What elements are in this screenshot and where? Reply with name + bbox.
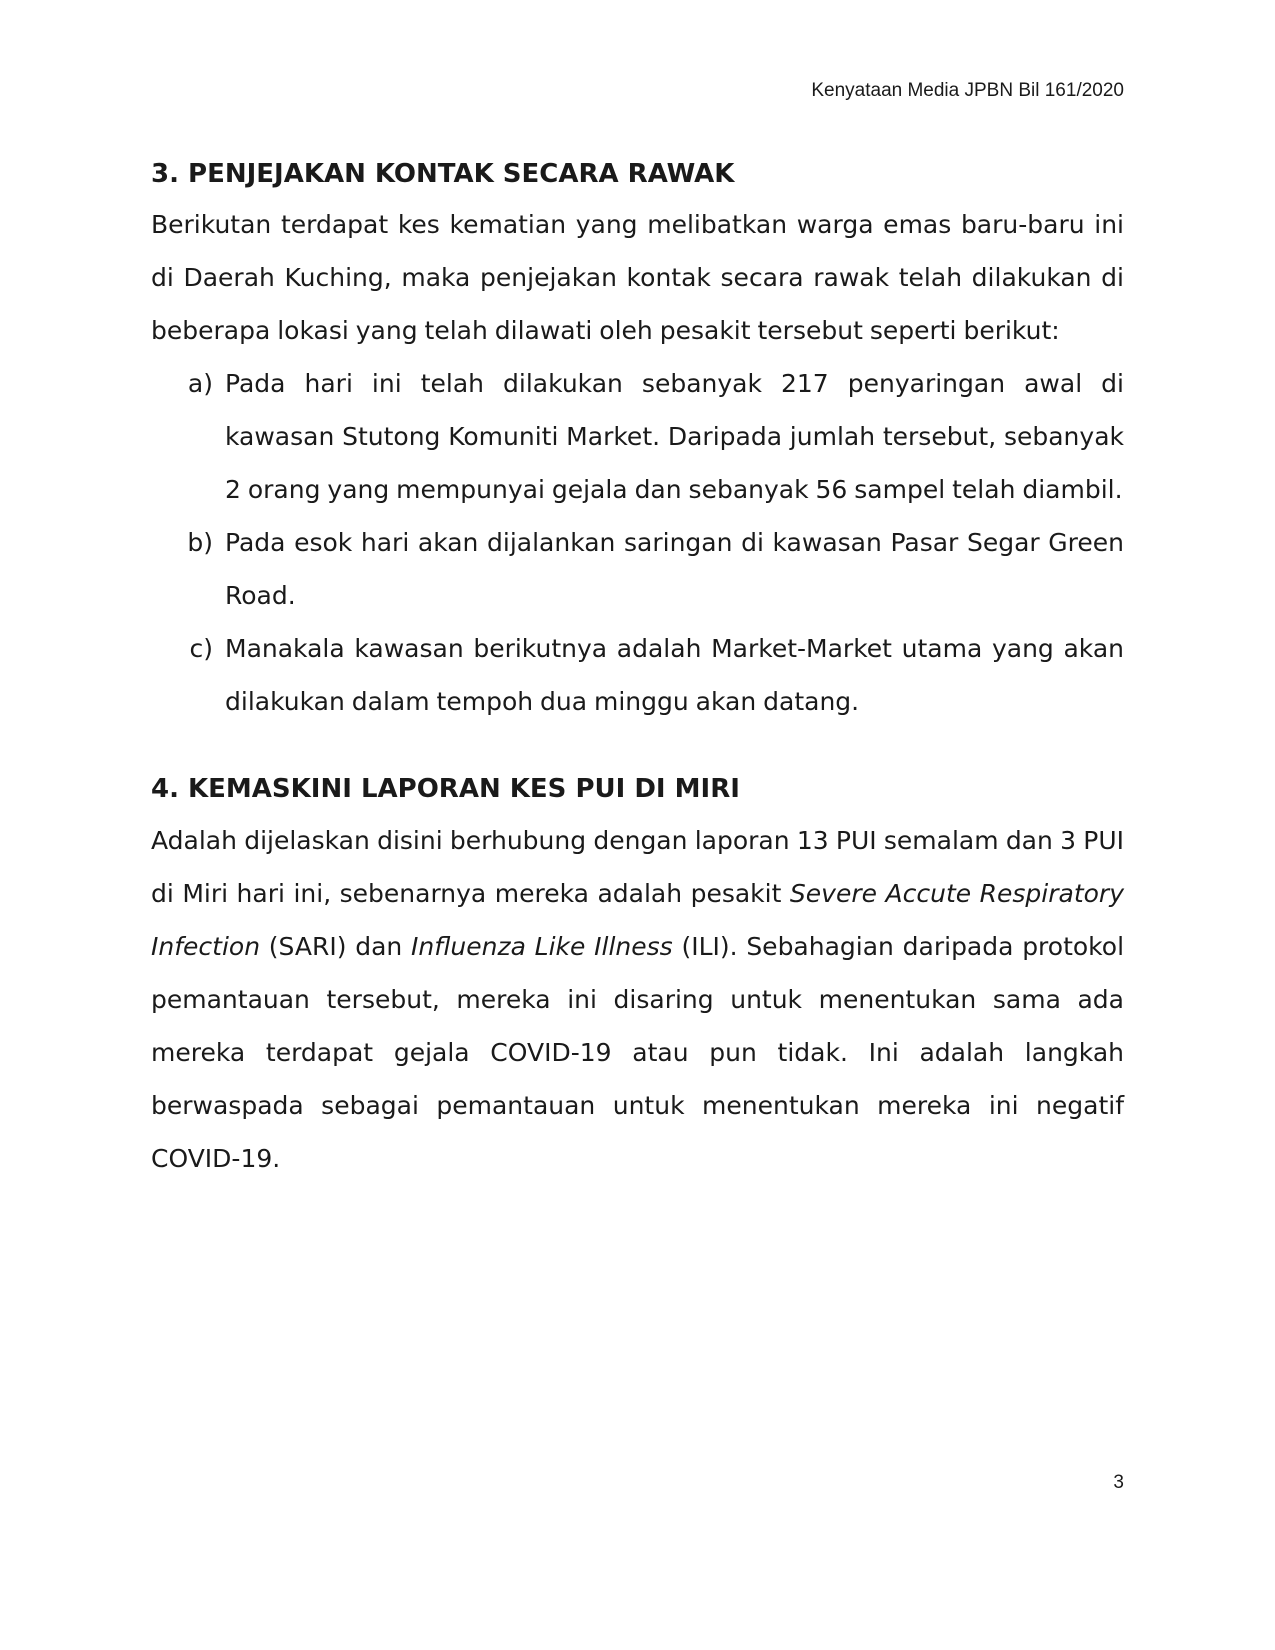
list-item-text: Pada esok hari akan dijalankan saringan di kawasan Pasar Segar Green Road. <box>225 528 1124 610</box>
section-4-italic-sari: Severe Accute Respiratory Infection <box>151 879 1124 961</box>
document-reference: Kenyataan Media JPBN Bil 161/2020 <box>811 80 1124 101</box>
section-3-heading: 3. PENJEJAKAN KONTAK SECARA RAWAK <box>151 159 735 189</box>
page-number: 3 <box>1113 1472 1124 1493</box>
section-4-text-part-1: Adalah dijelaskan disini berhubung dengan laporan 13 PUI semalam dan 3 PUI di Miri hari ini, sebenarnya mereka adalah pesakit <box>151 826 1124 908</box>
list-marker: a) <box>187 369 213 398</box>
list-marker: c) <box>189 634 213 663</box>
section-4-heading: 4. KEMASKINI LAPORAN KES PUI DI MIRI <box>151 774 740 804</box>
list-item <box>151 516 1124 622</box>
section-4-text-part-2: (SARI) dan <box>260 932 412 961</box>
list-item-text: Pada hari ini telah dilakukan sebanyak 217 penyaringan awal di kawasan Stutong Komuniti Market. Daripada jumlah tersebut, sebanyak 2 orang yang mempunyai gejala dan sebanyak 56 sampel telah diambil. <box>225 369 1124 504</box>
section-4-paragraph <box>151 814 1124 1185</box>
list-item <box>151 357 1124 516</box>
list-item <box>151 622 1124 728</box>
list-item-text: Manakala kawasan berikutnya adalah Market-Market utama yang akan dilakukan dalam tempoh dua minggu akan datang. <box>225 634 1124 716</box>
section-3-intro: Berikutan terdapat kes kematian yang melibatkan warga emas baru-baru ini di Daerah Kuching, maka penjejakan kontak secara rawak telah dilakukan di beberapa lokasi yang telah dilawati oleh pesakit tersebut seperti berikut: <box>151 210 1124 345</box>
document-body <box>151 157 1124 1185</box>
section-spacer <box>151 728 1124 772</box>
section-3-list <box>151 357 1124 728</box>
list-marker: b) <box>187 528 213 557</box>
section-4-italic-ili: Influenza Like Illness <box>411 932 673 961</box>
section-4-text-part-3: (ILI). Sebahagian daripada protokol pemantauan tersebut, mereka ini disaring untuk menentukan sama ada mereka terdapat gejala COVID-19 atau pun tidak. Ini adalah langkah berwaspada sebagai pemantauan untuk menentukan mereka ini negatif COVID-19. <box>151 932 1125 1173</box>
